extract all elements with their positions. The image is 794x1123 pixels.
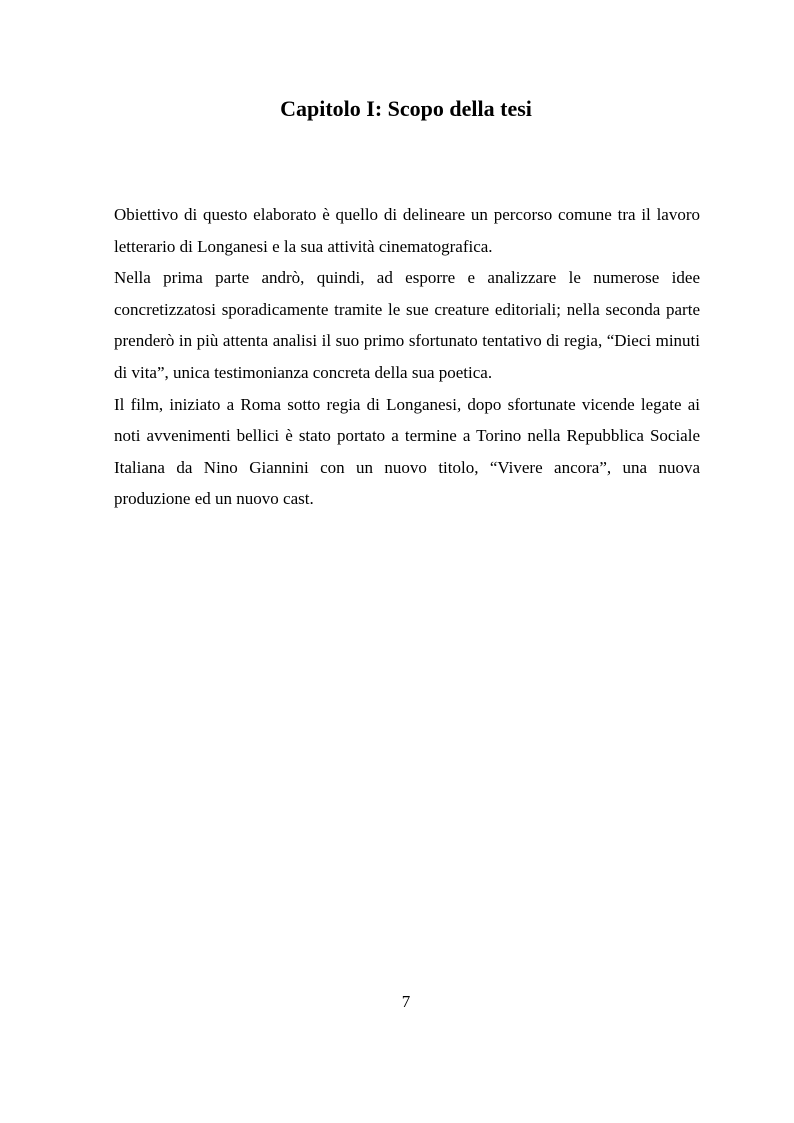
page-number: 7 [401,992,411,1011]
paragraph-film-history: Il film, iniziato a Roma sotto regia di Longanesi, dopo sfortunate vicende legate ai noti avvenimenti bellici è stato portato a termine a Torino nella Repubblica Sociale Italiana da Nino Giannini con un nuovo titolo, “Vivere ancora”, una nuova produzione ed un nuovo cast. [114,394,700,509]
body-text [114,199,700,515]
paragraph-structure: Nella prima parte andrò, quindi, ad esporre e analizzare le numerose idee concretizzatosi sporadicamente tramite le sue creature editoriali; nella seconda parte prenderò in più attenta analisi il suo primo sfortunato tentativo di regia, “Dieci minuti di vita”, unica testimonianza concreta della sua poetica. [114,268,700,382]
chapter-title: Capitolo I: Scopo della tesi [280,96,532,121]
paragraph-objective: Obiettivo di questo elaborato è quello di delineare un percorso comune tra il lavoro letterario di Longanesi e la sua attività cinematografica. [114,205,700,256]
